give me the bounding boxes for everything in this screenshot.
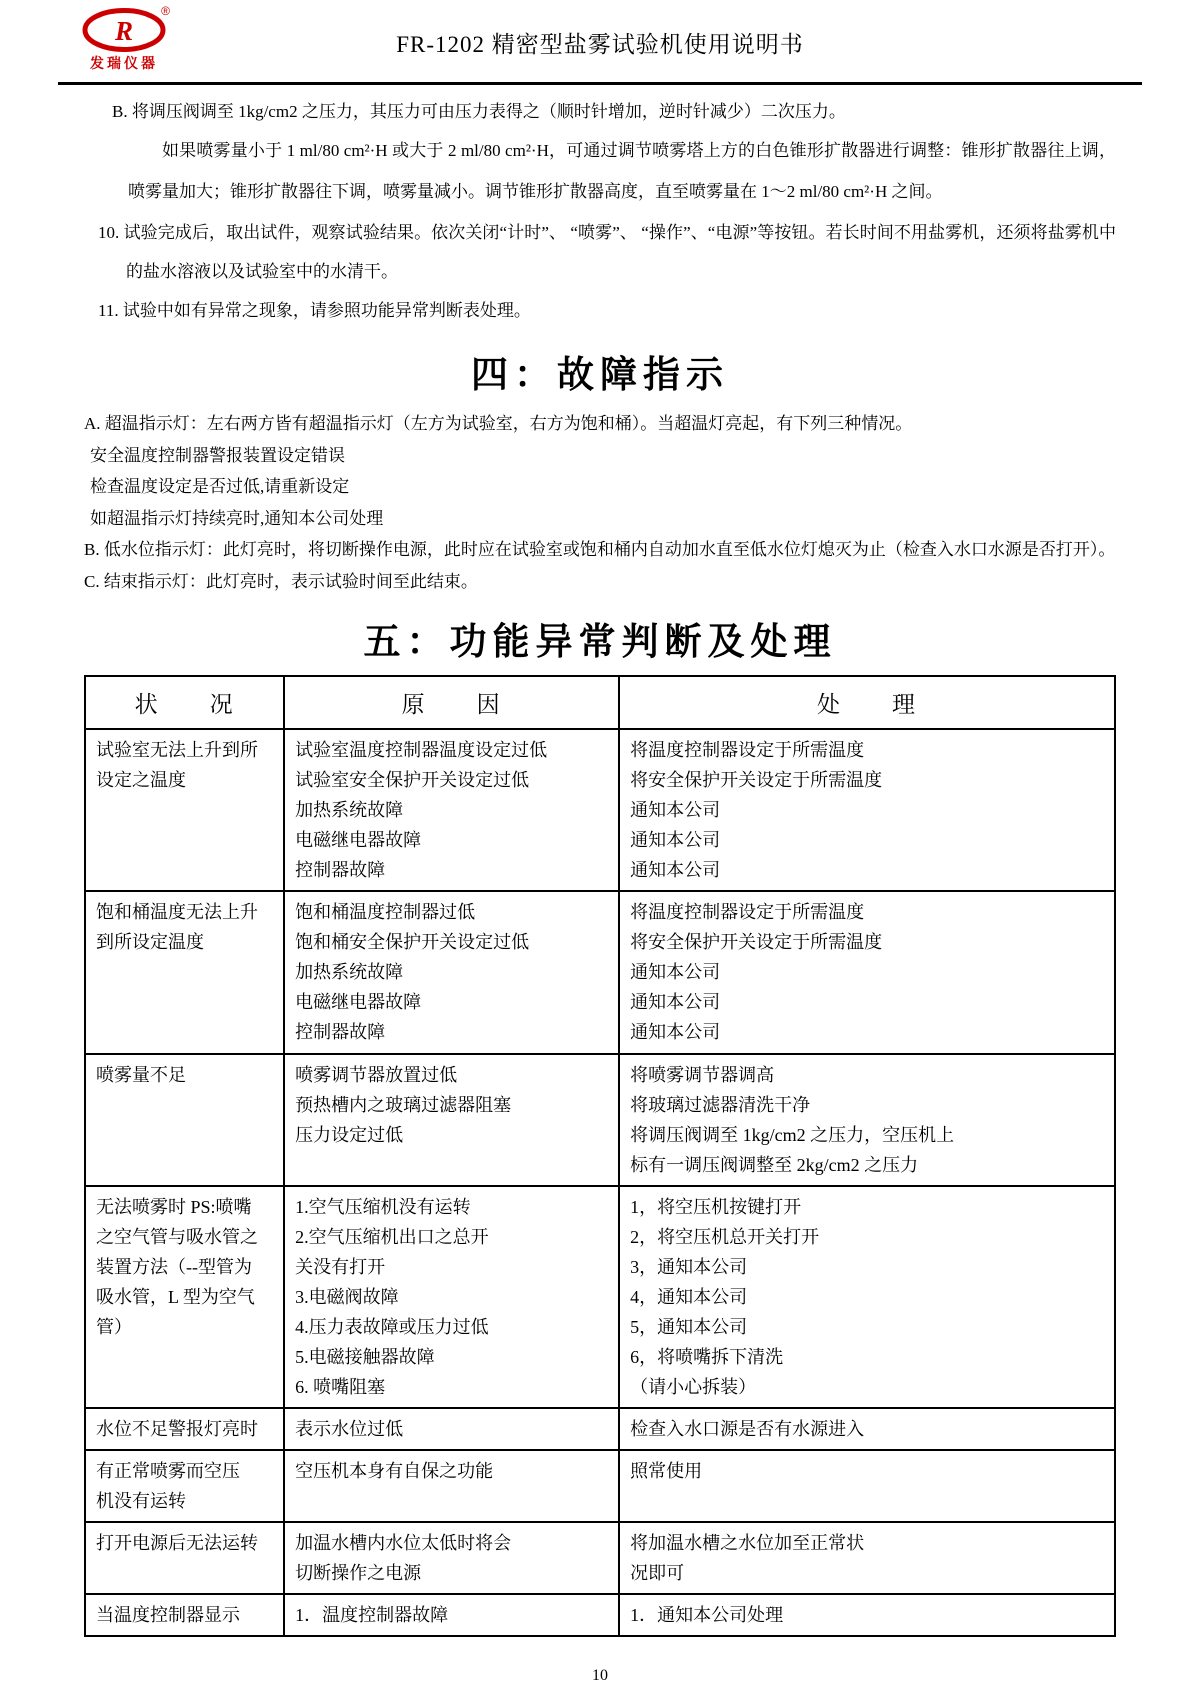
cell-line: 将温度控制器设定于所需温度 xyxy=(630,902,865,923)
cell-remedy xyxy=(619,891,1115,1053)
cell-line: 通知本公司 xyxy=(630,1022,721,1043)
cell-line: （请小心拆装） xyxy=(630,1376,757,1397)
table-header-row xyxy=(85,676,1115,729)
cell-line: 试验室安全保护开关设定过低 xyxy=(295,770,530,791)
cell-line: 饱和桶安全保护开关设定过低 xyxy=(295,932,530,953)
fault-diagnosis-table xyxy=(84,675,1116,1637)
company-logo xyxy=(78,4,170,73)
cell-remedy xyxy=(619,1522,1115,1594)
cell-status xyxy=(85,1450,284,1522)
cell-remedy xyxy=(619,1594,1115,1636)
cell-line: 6. 喷嘴阻塞 xyxy=(295,1376,386,1397)
cell-cause xyxy=(284,891,619,1053)
cell-cause xyxy=(284,1522,619,1594)
cell-remedy xyxy=(619,1450,1115,1522)
cell-line: 管） xyxy=(96,1316,132,1337)
cell-line: 电磁继电器故障 xyxy=(295,992,422,1013)
section4-heading: 四：故障指示 xyxy=(471,355,729,397)
cell-line: 通知本公司 xyxy=(630,860,721,881)
cell-line: 试验室无法上升到所 xyxy=(96,740,258,761)
paragraph-item-b: B. 将调压阀调至 1kg/cm2 之压力，其压力可由压力表得之（顺时针增加，逆时针减少）二次压力。 xyxy=(112,102,846,121)
section4-paragraph-b: B. 低水位指示灯：此灯亮时，将切断操作电源，此时应在试验室或饱和桶内自动加水直至低水位灯熄灭为止（检查入水口水源是否打开）。 xyxy=(84,540,1116,560)
cell-line: 况即可 xyxy=(630,1563,685,1584)
table-row xyxy=(85,1054,1115,1186)
cell-cause xyxy=(284,1408,619,1450)
cell-line: 到所设定温度 xyxy=(96,932,204,953)
column-header-status: 状 况 xyxy=(85,676,284,729)
paragraph-spray-adjust: 如果喷雾量小于 1 ml/80 cm²·H 或大于 2 ml/80 cm²·H，可通过调节喷雾塔上方的白色锥形扩散器进行调整：锥形扩散器往上调，喷雾量加大；锥形扩散器往下调，喷雾量减小。调节锥形扩散器高度，直至喷雾量在 1～2 ml/80 cm²·H 之间。 xyxy=(128,140,1116,202)
cell-line: 表示水位过低 xyxy=(295,1419,404,1440)
cell-status xyxy=(85,1522,284,1594)
cell-line: 打开电源后无法运转 xyxy=(96,1533,258,1554)
cell-status xyxy=(85,729,284,891)
table-row xyxy=(85,1594,1115,1636)
section4-paragraph-a: A. 超温指示灯：左右两方皆有超温指示灯（左方为试验室，右方为饱和桶）。当超温灯亮起，有下列三种情况。 xyxy=(84,414,913,434)
logo-oval-icon xyxy=(82,4,170,52)
cell-line: 1，将空压机按键打开 xyxy=(630,1196,802,1217)
cell-line: 将加温水槽之水位加至正常状 xyxy=(630,1533,865,1554)
table-row xyxy=(85,1186,1115,1408)
cell-line: 吸水管，L 型为空气 xyxy=(96,1286,255,1307)
cell-line: 4.压力表故障或压力过低 xyxy=(295,1316,489,1337)
cell-remedy xyxy=(619,729,1115,891)
registered-mark: ® xyxy=(161,4,170,18)
cell-line: 饱和桶温度无法上升 xyxy=(96,902,258,923)
cell-line: 水位不足警报灯亮时 xyxy=(96,1419,258,1440)
section4-subline-3: 如超温指示灯持续亮时,通知本公司处理 xyxy=(90,508,384,528)
cell-line: 关没有打开 xyxy=(295,1256,386,1277)
cell-line: 压力设定过低 xyxy=(295,1124,404,1145)
section4-subline-2: 检查温度设定是否过低,请重新设定 xyxy=(90,477,350,497)
cell-line: 装置方法（--型管为 xyxy=(96,1256,252,1277)
column-header-cause: 原 因 xyxy=(284,676,619,729)
table-row xyxy=(85,1408,1115,1450)
cell-line: 加温水槽内水位太低时将会 xyxy=(295,1533,512,1554)
cell-line: 1.空气压缩机没有运转 xyxy=(295,1196,471,1217)
list-item-10: 10. 试验完成后，取出试件，观察试验结果。依次关闭“计时”、 “喷雾”、 “操作”、“电源”等按钮。若长时间不用盐雾机，还须将盐雾机中的盐水溶液以及试验室中的水清干。 xyxy=(98,223,1116,282)
cell-line: 机没有运转 xyxy=(96,1491,186,1512)
cell-line: 标有一调压阀调整至 2kg/cm2 之压力 xyxy=(630,1154,919,1175)
cell-line: 有正常喷雾而空压 xyxy=(96,1461,240,1482)
table-row xyxy=(85,729,1115,891)
cell-line: 电磁继电器故障 xyxy=(295,830,422,851)
section4-subline-1: 安全温度控制器警报装置设定错误 xyxy=(90,445,345,465)
cell-line: 3，通知本公司 xyxy=(630,1256,748,1277)
table-row xyxy=(85,1522,1115,1594)
cell-line: 5，通知本公司 xyxy=(630,1316,748,1337)
cell-line: 通知本公司 xyxy=(630,992,721,1013)
cell-line: 将玻璃过滤器清洗干净 xyxy=(630,1094,811,1115)
cell-line: 设定之温度 xyxy=(96,770,186,791)
cell-line: 1．通知本公司处理 xyxy=(630,1605,784,1626)
cell-line: 控制器故障 xyxy=(295,1022,386,1043)
cell-line: 空压机本身有自保之功能 xyxy=(295,1461,494,1482)
cell-remedy xyxy=(619,1054,1115,1186)
cell-line: 加热系统故障 xyxy=(295,800,404,821)
cell-remedy xyxy=(619,1408,1115,1450)
section5-heading: 五：功能异常判断及处理 xyxy=(363,622,837,664)
cell-line: 通知本公司 xyxy=(630,800,721,821)
cell-line: 喷雾量不足 xyxy=(96,1064,186,1085)
cell-line: 将温度控制器设定于所需温度 xyxy=(630,740,865,761)
cell-status xyxy=(85,891,284,1053)
cell-line: 照常使用 xyxy=(630,1461,703,1482)
cell-line: 3.电磁阀故障 xyxy=(295,1286,399,1307)
cell-cause xyxy=(284,1186,619,1408)
table-row xyxy=(85,891,1115,1053)
table-row xyxy=(85,1450,1115,1522)
cell-line: 喷雾调节器放置过低 xyxy=(295,1064,458,1085)
cell-line: 饱和桶温度控制器过低 xyxy=(295,902,476,923)
cell-remedy xyxy=(619,1186,1115,1408)
page-content xyxy=(0,85,1200,1637)
cell-line: 控制器故障 xyxy=(295,860,386,881)
cell-line: 无法喷雾时 PS:喷嘴 xyxy=(96,1196,252,1217)
fault-table-body xyxy=(85,729,1115,1636)
cell-cause xyxy=(284,1054,619,1186)
cell-line: 预热槽内之玻璃过滤器阻塞 xyxy=(295,1094,512,1115)
cell-line: 将喷雾调节器调高 xyxy=(630,1064,775,1085)
cell-line: 通知本公司 xyxy=(630,962,721,983)
cell-cause xyxy=(284,729,619,891)
cell-line: 1．温度控制器故障 xyxy=(295,1605,449,1626)
cell-line: 2.空气压缩机出口之总开 xyxy=(295,1226,489,1247)
cell-cause xyxy=(284,1594,619,1636)
cell-cause xyxy=(284,1450,619,1522)
cell-line: 6，将喷嘴拆下清洗 xyxy=(630,1346,784,1367)
cell-line: 检查入水口源是否有水源进入 xyxy=(630,1419,865,1440)
cell-status xyxy=(85,1408,284,1450)
document-title: FR-1202 精密型盐雾试验机使用说明书 xyxy=(396,32,804,57)
cell-line: 将安全保护开关设定于所需温度 xyxy=(630,932,883,953)
logo-label: 发瑞仪器 xyxy=(90,57,158,72)
section4-paragraph-c: C. 结束指示灯：此灯亮时，表示试验时间至此结束。 xyxy=(84,571,478,591)
page-number: 10 xyxy=(592,1667,608,1684)
column-header-remedy: 处 理 xyxy=(619,676,1115,729)
page-header xyxy=(0,0,1200,76)
svg-text:R: R xyxy=(114,16,134,46)
cell-line: 切断操作之电源 xyxy=(295,1563,422,1584)
cell-line: 当温度控制器显示 xyxy=(96,1605,240,1626)
list-item-11: 11. 试验中如有异常之现象，请参照功能异常判断表处理。 xyxy=(98,301,531,321)
cell-line: 4，通知本公司 xyxy=(630,1286,748,1307)
cell-line: 通知本公司 xyxy=(630,830,721,851)
cell-line: 将调压阀调至 1kg/cm2 之压力，空压机上 xyxy=(630,1124,955,1145)
cell-line: 试验室温度控制器温度设定过低 xyxy=(295,740,548,761)
cell-line: 将安全保护开关设定于所需温度 xyxy=(630,770,883,791)
cell-line: 2，将空压机总开关打开 xyxy=(630,1226,820,1247)
cell-line: 5.电磁接触器故障 xyxy=(295,1346,435,1367)
cell-status xyxy=(85,1186,284,1408)
cell-status xyxy=(85,1594,284,1636)
cell-line: 之空气管与吸水管之 xyxy=(96,1226,258,1247)
cell-status xyxy=(85,1054,284,1186)
cell-line: 加热系统故障 xyxy=(295,962,404,983)
